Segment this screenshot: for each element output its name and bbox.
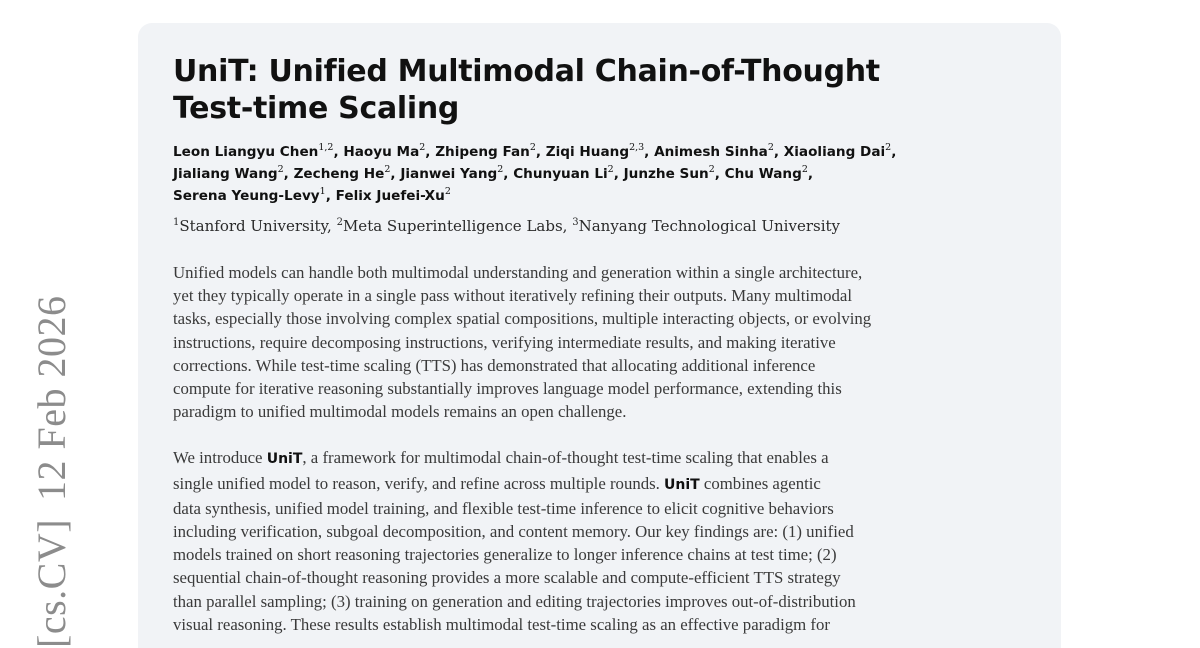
author: Serena Yeung-Levy$^1$ xyxy=(173,186,326,204)
author: Zhipeng Fan$^2$ xyxy=(435,142,536,160)
abstract-line: data synthesis, unified model training, and flexible test-time inference to elicit cognitive behaviors xyxy=(173,498,834,518)
author-line: Jialiang Wang$^2$, Zecheng He$^2$, Jianwei Yang$^2$, Chunyuan Li$^2$, Junzhe Sun$^2$, Chu Wang$^2$, xyxy=(173,164,814,182)
method-name: UniT xyxy=(266,451,303,468)
affiliation: $^2$Meta Superintelligence Labs xyxy=(336,217,563,235)
author: Zecheng He$^2$ xyxy=(293,164,391,182)
title-line: Test-time Scaling xyxy=(173,91,460,126)
abstract-line: than parallel sampling; (3) training on generation and editing trajectories improves out-of-distribution xyxy=(173,591,856,611)
arxiv-category: [cs.CV] xyxy=(29,518,74,648)
author: Felix Juefei-Xu$^2$ xyxy=(335,186,451,204)
method-name: UniT xyxy=(664,476,700,493)
abstract-line: corrections. While test-time scaling (TTS) has demonstrated that allocating additional inference xyxy=(173,355,816,375)
abstract-paragraph xyxy=(173,261,1031,423)
abstract-paragraph xyxy=(173,446,1031,636)
abstract xyxy=(173,261,1031,636)
author: Animesh Sinha$^2$ xyxy=(654,142,774,160)
abstract-line: visual reasoning. These results establish multimodal test-time scaling as an effective paradigm for xyxy=(173,614,830,634)
abstract-line: sequential chain-of-thought reasoning provides a more scalable and compute-efficient TTS strategy xyxy=(173,568,841,588)
paper-content xyxy=(173,53,1031,636)
arxiv-side-stamp xyxy=(28,295,76,648)
author-line: Leon Liangyu Chen$^{1,2}$, Haoyu Ma$^2$, Zhipeng Fan$^2$, Ziqi Huang$^{2,3}$, Animesh Sinha$^2$, Xiaoliang Dai$^2$, xyxy=(173,142,897,160)
abstract-line: models trained on short reasoning trajectories generalize to longer inference chains at test time; (2) xyxy=(173,545,837,565)
paper-title xyxy=(173,53,1031,127)
paper-card xyxy=(138,23,1061,648)
abstract-line: tasks, especially those involving complex spatial compositions, multiple interacting objects, or evolving xyxy=(173,309,872,329)
abstract-line: single unified model to reason, verify, and refine across multiple rounds. UniT combines agentic xyxy=(173,473,821,493)
author: Leon Liangyu Chen$^{1,2}$ xyxy=(173,142,334,160)
abstract-line: including verification, subgoal decomposition, and content memory. Our key findings are: (1) unified xyxy=(173,522,854,542)
abstract-line: Unified models can handle both multimodal understanding and generation within a single architecture, xyxy=(173,263,863,282)
author: Chunyuan Li$^2$ xyxy=(513,164,614,182)
author: Xiaoliang Dai$^2$ xyxy=(783,142,892,160)
affiliation: $^3$Nanyang Technological University xyxy=(572,217,840,235)
author: Junzhe Sun$^2$ xyxy=(623,164,715,182)
abstract-line: We introduce UniT, a framework for multimodal chain-of-thought test-time scaling that enables a xyxy=(173,448,829,468)
arxiv-date: 12 Feb 2026 xyxy=(29,295,74,501)
affiliations: $^1$Stanford University, $^2$Meta Superintelligence Labs, $^3$Nanyang Technological University xyxy=(173,217,840,235)
abstract-line: compute for iterative reasoning substantially improves language model performance, extending this xyxy=(173,379,842,399)
author: Ziqi Huang$^{2,3}$ xyxy=(545,142,645,160)
affiliation: $^1$Stanford University xyxy=(173,217,328,235)
abstract-line: yet they typically operate in a single pass without iteratively refining their outputs. Many multimodal xyxy=(173,286,853,306)
title-line: UniT: Unified Multimodal Chain-of-Thought xyxy=(173,54,880,89)
author: Haoyu Ma$^2$ xyxy=(343,142,426,160)
author: Jialiang Wang$^2$ xyxy=(173,164,284,182)
author-list xyxy=(173,141,1031,207)
abstract-line: paradigm to unified multimodal models remains an open challenge. xyxy=(173,402,627,422)
abstract-line: instructions, require decomposing instructions, verifying intermediate results, and making iterative xyxy=(173,332,836,352)
author-line: Serena Yeung-Levy$^1$, Felix Juefei-Xu$^2$ xyxy=(173,186,451,204)
author: Jianwei Yang$^2$ xyxy=(400,164,504,182)
author: Chu Wang$^2$ xyxy=(724,164,808,182)
